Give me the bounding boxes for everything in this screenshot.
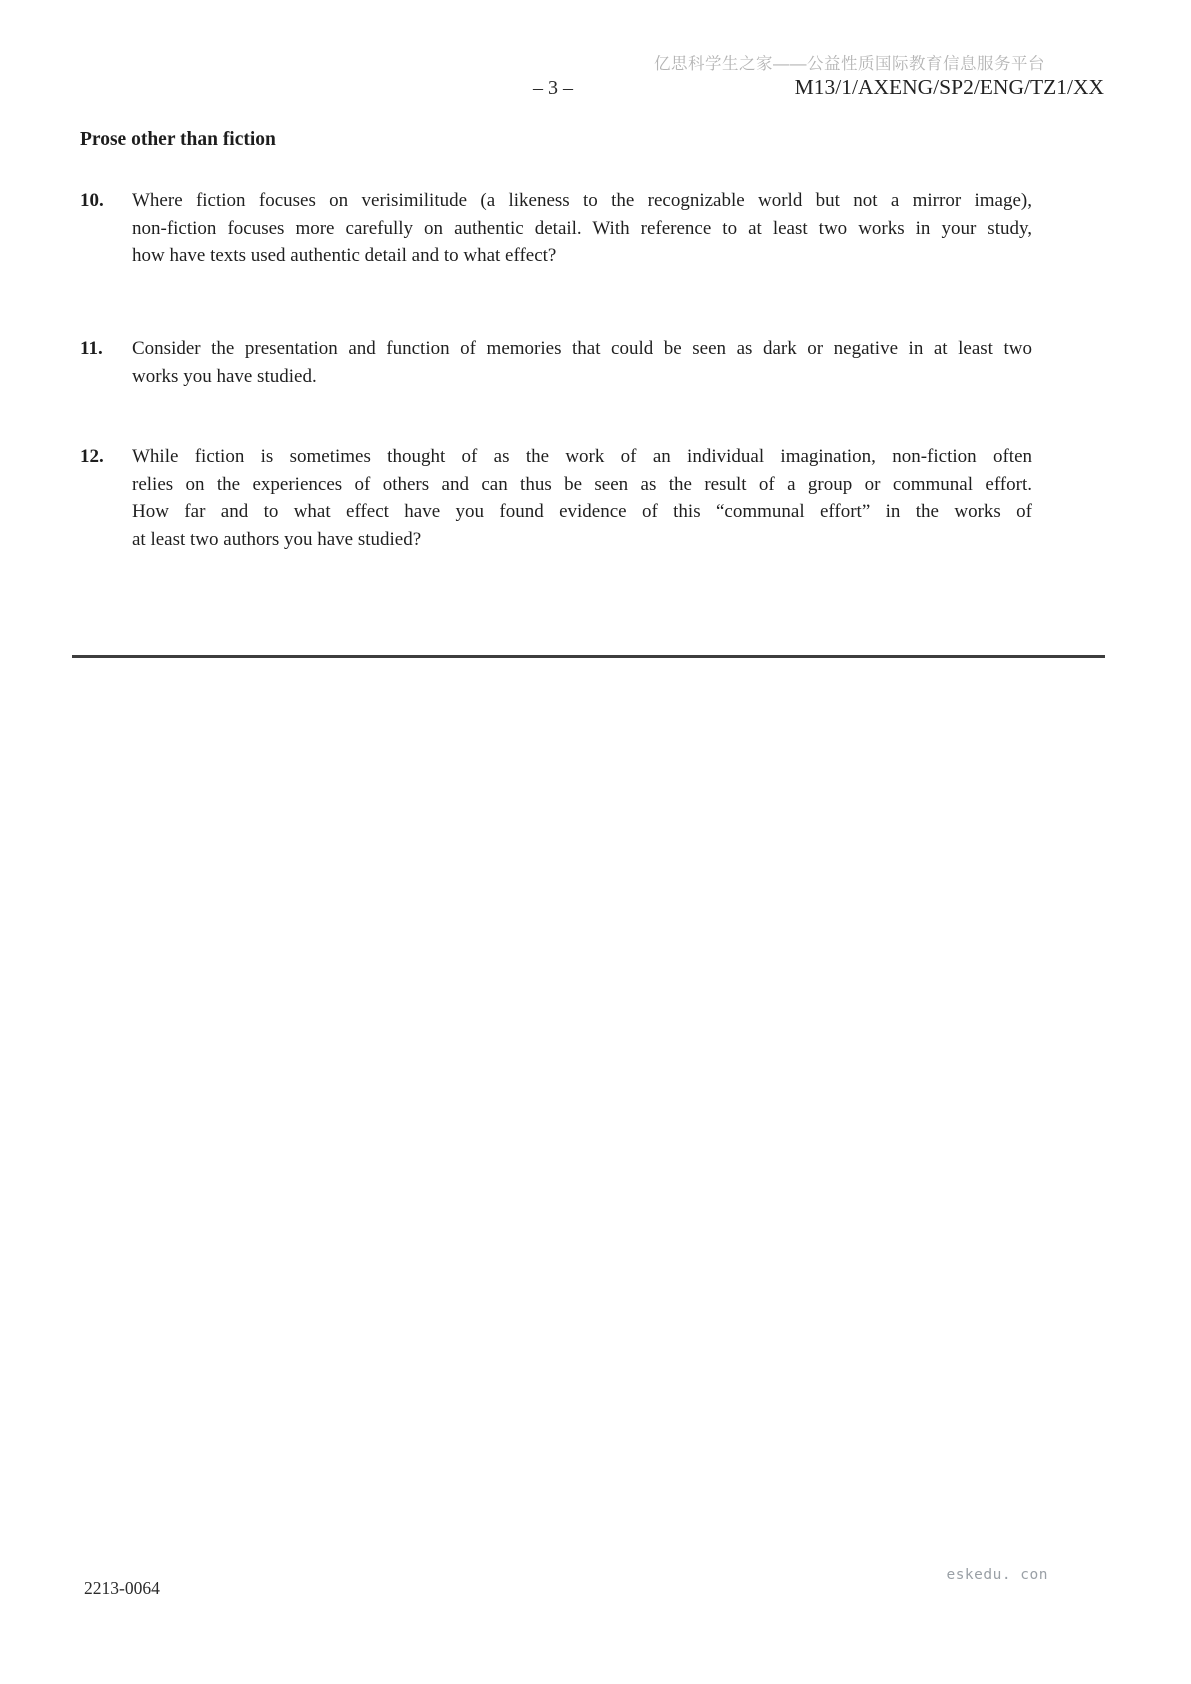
question-12: [80, 443, 1032, 553]
question-11: [80, 335, 1032, 390]
question-10-number: 10.: [80, 190, 104, 211]
question-12-line-3: How far and to what effect have you found evidence of this “communal effort” in the works of: [132, 501, 1032, 522]
question-10: [80, 187, 1032, 270]
question-11-line-2: works you have studied.: [132, 365, 317, 387]
page-number: – 3 –: [533, 77, 573, 99]
question-10-text: [132, 187, 1032, 270]
question-12-line-2: relies on the experiences of others and can thus be seen as the result of a group or communal effort.: [132, 473, 1032, 495]
question-10-line-2: non-fiction focuses more carefully on authentic detail. With reference to at least two works in your study,: [132, 217, 1032, 239]
question-12-number: 12.: [80, 446, 104, 467]
question-12-line-1: While fiction is sometimes thought of as the work of an individual imagination, non-fiction often: [132, 446, 1032, 467]
top-watermark-text: 亿思科学生之家——公益性质国际教育信息服务平台: [654, 55, 1045, 73]
question-10-line-3: how have texts used authentic detail and to what effect?: [132, 245, 557, 266]
section-heading: Prose other than fiction: [80, 129, 276, 150]
question-12-text: [132, 443, 1032, 553]
question-10-line-1: Where fiction focuses on verisimilitude (a likeness to the recognizable world but not a mirror image),: [132, 190, 1032, 211]
question-11-text: [132, 335, 1032, 390]
question-11-number: 11.: [80, 338, 103, 359]
section-divider-rule: [72, 655, 1105, 658]
bottom-watermark-text: eskedu. con: [946, 1567, 1048, 1583]
paper-serial-number: 2213-0064: [84, 1578, 160, 1598]
question-11-line-1: Consider the presentation and function of memories that could be seen as dark or negative in at least two: [132, 338, 1032, 359]
paper-code: M13/1/AXENG/SP2/ENG/TZ1/XX: [794, 75, 1104, 99]
question-12-line-4: at least two authors you have studied?: [132, 528, 422, 550]
